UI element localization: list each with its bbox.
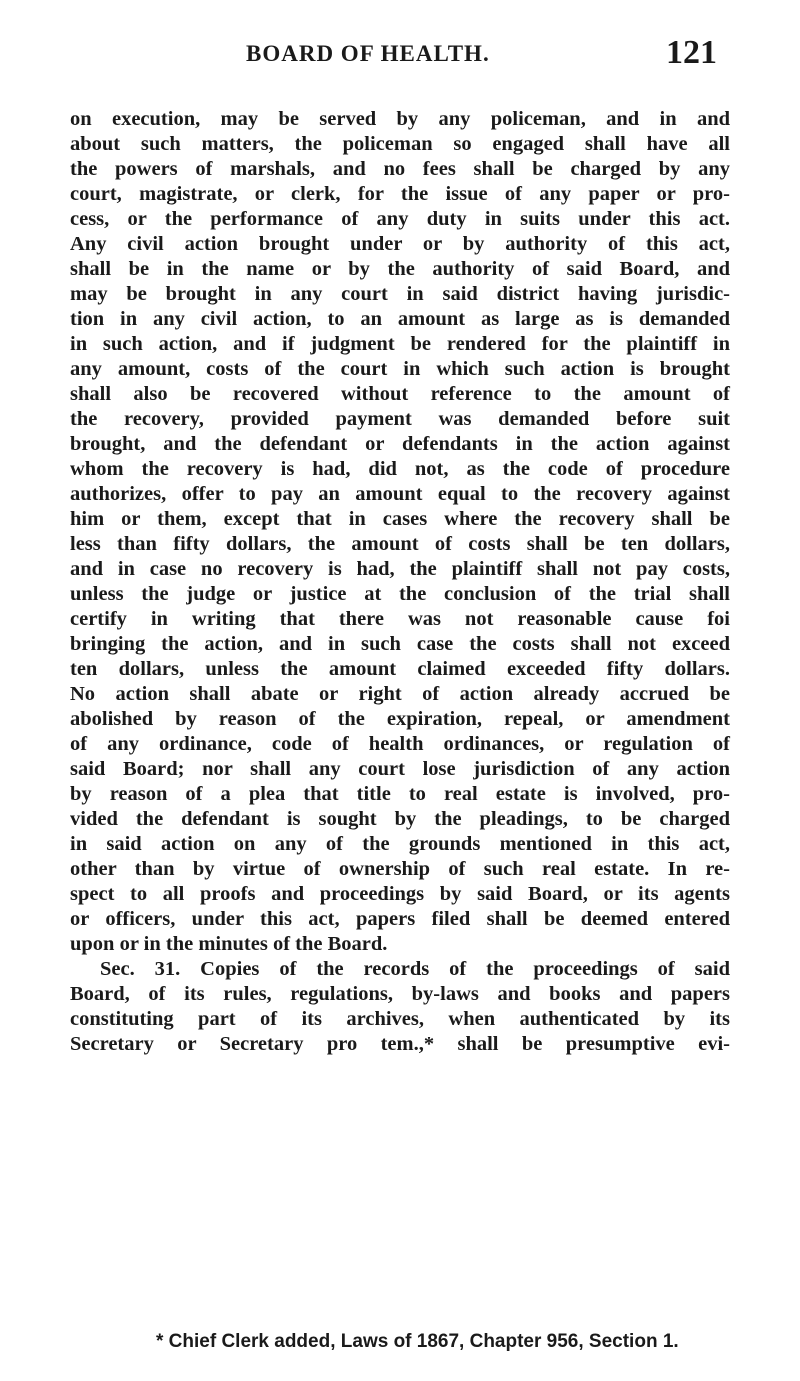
text-line: ten dollars, unless the amount claimed exceeded fifty dollars. — [70, 658, 730, 680]
text-line: in such action, and if judgment be rendered for the plaintiff in — [70, 333, 730, 355]
text-line: upon or in the minutes of the Board. — [70, 933, 388, 955]
text-line: bringing the action, and in such case the costs shall not exceed — [70, 633, 730, 655]
text-line: vided the defendant is sought by the pleadings, to be charged — [70, 808, 730, 830]
text-line: tion in any civil action, to an amount as large as is demanded — [70, 308, 730, 330]
text-line: spect to all proofs and proceedings by said Board, or its agents — [70, 883, 730, 905]
text-line: said Board; nor shall any court lose jurisdiction of any action — [70, 758, 730, 780]
text-line: brought, and the defendant or defendants in the action against — [70, 433, 730, 455]
text-line: No action shall abate or right of action already accrued be — [70, 683, 730, 705]
text-line: Any civil action brought under or by authority of this act, — [70, 233, 730, 255]
text-line: certify in writing that there was not reasonable cause foi — [70, 608, 730, 630]
text-line: less than fifty dollars, the amount of costs shall be ten dollars, — [70, 533, 730, 555]
text-line: shall also be recovered without reference to the amount of — [70, 383, 730, 405]
text-line: cess, or the performance of any duty in suits under this act. — [70, 208, 730, 230]
text-line: court, magistrate, or clerk, for the issue of any paper or pro- — [70, 183, 730, 205]
body-text — [70, 107, 730, 1057]
text-line: unless the judge or justice at the conclusion of the trial shall — [70, 583, 730, 605]
text-line: in said action on any of the grounds mentioned in this act, — [70, 833, 730, 855]
page-number: 121 — [666, 34, 717, 71]
text-line: him or them, except that in cases where the recovery shall be — [70, 508, 730, 530]
text-line: whom the recovery is had, did not, as the code of procedure — [70, 458, 730, 480]
footnote: * Chief Clerk added, Laws of 1867, Chapter 956, Section 1. — [156, 1331, 679, 1352]
section-line: constituting part of its archives, when authenticated by its — [70, 1008, 730, 1030]
text-line: on execution, may be served by any policeman, and in and — [70, 108, 730, 130]
running-title: BOARD OF HEALTH. — [246, 41, 490, 66]
text-line: and in case no recovery is had, the plaintiff shall not pay costs, — [70, 558, 730, 580]
section-line: Board, of its rules, regulations, by-laws and books and papers — [70, 983, 730, 1005]
text-line: the powers of marshals, and no fees shall be charged by any — [70, 158, 730, 180]
text-line: authorizes, offer to pay an amount equal to the recovery against — [70, 483, 730, 505]
text-line: any amount, costs of the court in which such action is brought — [70, 358, 730, 380]
section-line: Secretary or Secretary pro tem.,* shall be presumptive evi- — [70, 1033, 730, 1055]
text-line: the recovery, provided payment was demanded before suit — [70, 408, 730, 430]
text-line: other than by virtue of ownership of such real estate. In re- — [70, 858, 730, 880]
text-line: about such matters, the policeman so engaged shall have all — [70, 133, 730, 155]
text-line: or officers, under this act, papers filed shall be deemed entered — [70, 908, 730, 930]
text-line: of any ordinance, code of health ordinances, or regulation of — [70, 733, 730, 755]
running-head — [160, 34, 720, 78]
text-line: shall be in the name or by the authority of said Board, and — [70, 258, 730, 280]
text-line: by reason of a plea that title to real estate is involved, pro- — [70, 783, 730, 805]
text-line: abolished by reason of the expiration, repeal, or amendment — [70, 708, 730, 730]
text-line: may be brought in any court in said district having jurisdic- — [70, 283, 730, 305]
section-line: Sec. 31. Copies of the records of the proceedings of said — [100, 958, 730, 980]
